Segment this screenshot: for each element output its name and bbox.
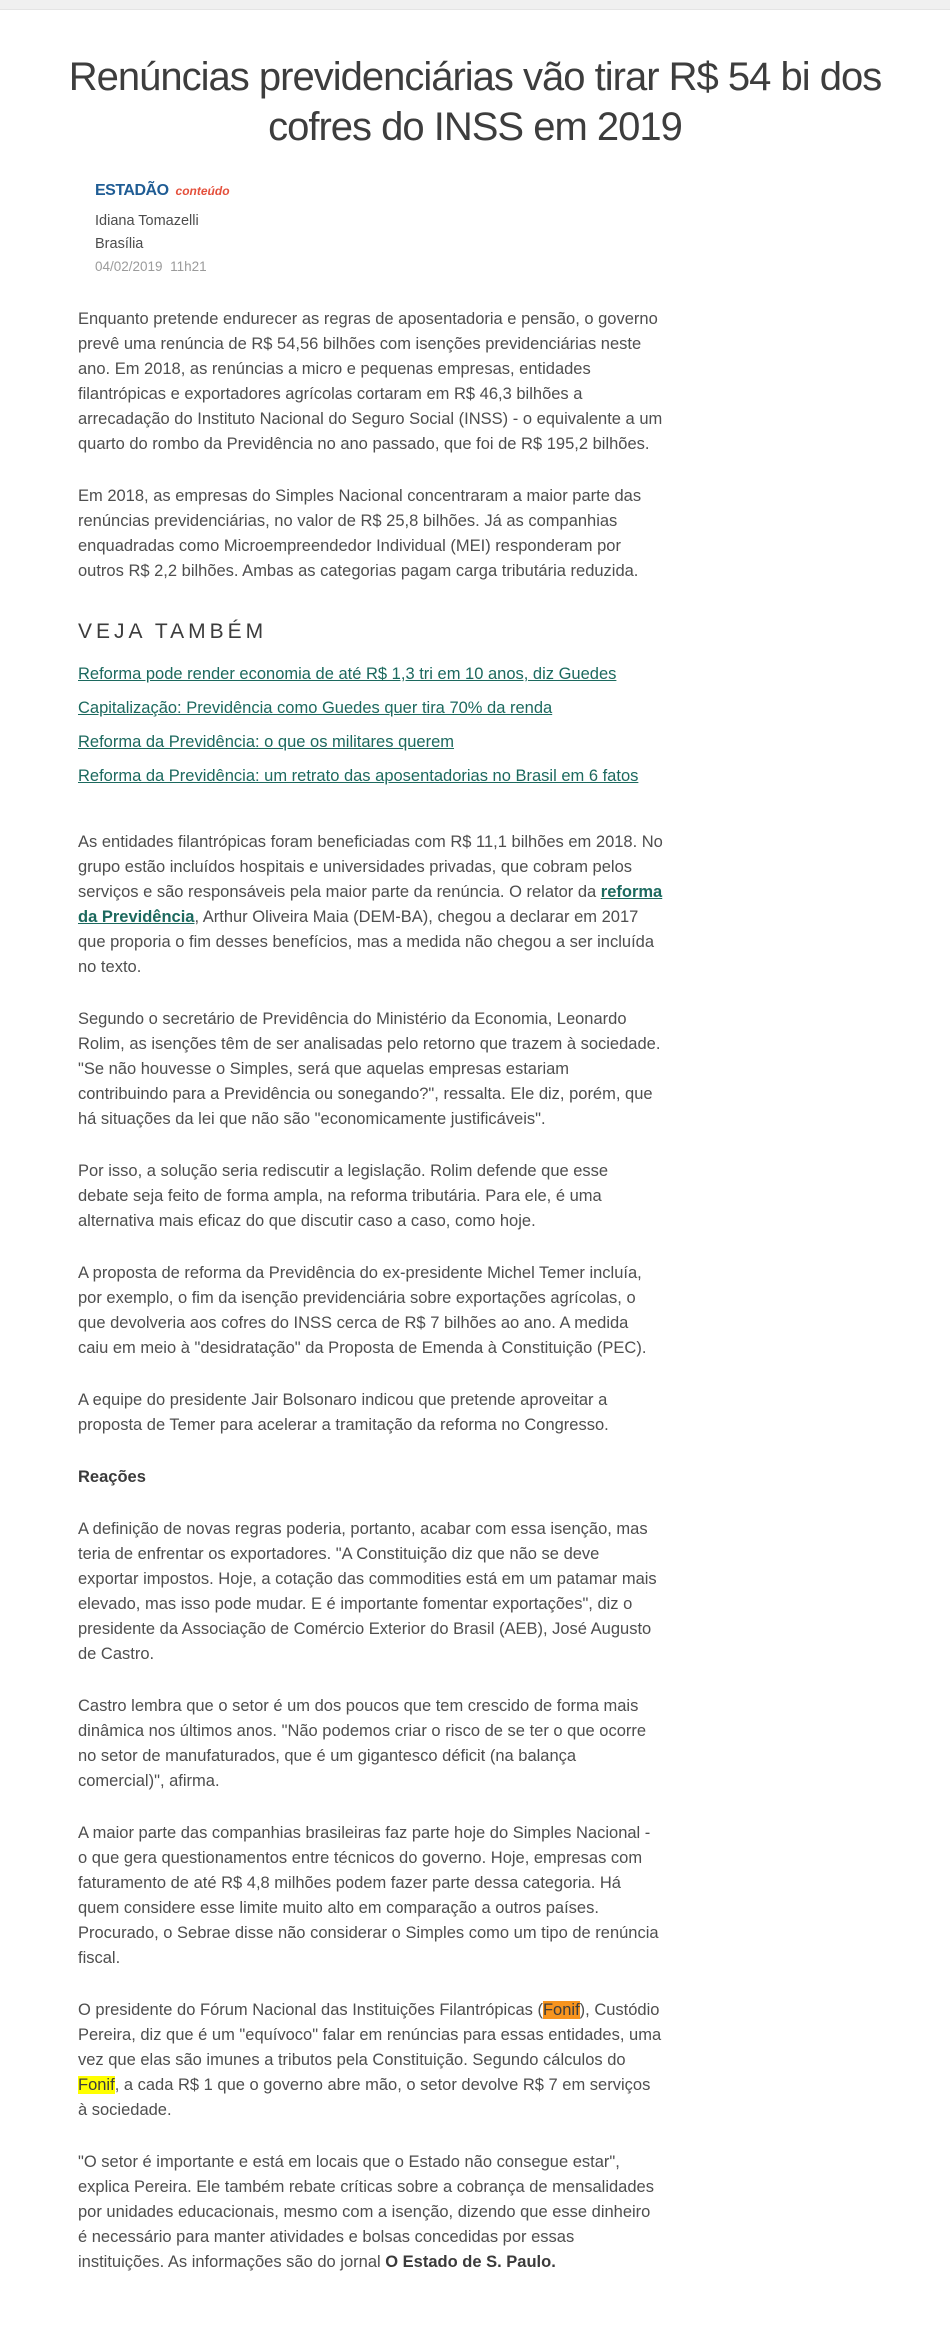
article-title [25,52,925,152]
related-article-link[interactable]: Reforma da Previdência: um retrato das aposentadorias no Brasil em 6 fatos [78,767,639,785]
find-highlight: Fonif [78,2076,115,2094]
related-article-link[interactable]: Capitalização: Previdência como Guedes quer tira 70% da renda [78,699,553,717]
byline-block [95,182,950,277]
paragraph: A proposta de reforma da Previdência do ex-presidente Michel Temer incluía, por exemplo, o fim da isenção previdenciária sobre exportações agrícolas, o que devolveria aos cofres do INSS cerca de R$ 7 bilhões ao ano. A medida caiu em meio à "desidratação" da Proposta de Emenda à Constituição (PEC). [78,1264,647,1357]
paragraph: Por isso, a solução seria rediscutir a legislação. Rolim defende que esse debate seja feito de forma ampla, na reforma tributária. Para ele, é uma alternativa mais eficaz do que discutir caso a caso, como hoje. [78,1162,609,1230]
veja-tambem-heading: VEJA TAMBÉM [78,620,268,643]
paragraph: A equipe do presidente Jair Bolsonaro indicou que pretende aproveitar a proposta de Temer para acelerar a tramitação da reforma no Congresso. [78,1391,609,1434]
bold-text: O Estado de S. Paulo. [385,2253,556,2271]
inline-link-reforma-previdencia[interactable]: reforma da Previdência [78,883,663,926]
related-links-block [78,664,663,800]
paragraph: A maior parte das companhias brasileiras faz parte hoje do Simples Nacional - o que gera questionamentos entre técnicos do governo. Hoje, empresas com faturamento de até R$ 4,8 milhões podem fazer parte dessa categoria. Há quem considere esse limite muito alto em comparação a outros países. Procurado, o Sebrae disse não considerar o Simples como um tipo de renúncia fiscal. [78,1824,659,1967]
paragraph: As entidades filantrópicas foram beneficiadas com R$ 11,1 bilhões em 2018. No grupo estão incluídos hospitais e universidades privadas, que cobram pelos serviços e são responsáveis pela maior parte da renúncia. O relator da reforma da Previdência, Arthur Oliveira Maia (DEM-BA), chegou a declarar em 2017 que proporia o fim desses benefícios, mas a medida não chegou a ser incluída no texto. [78,833,663,976]
paragraph: Castro lembra que o setor é um dos poucos que tem crescido de forma mais dinâmica nos últimos anos. "Não podemos criar o risco de se ter o que ocorre no setor de manufaturados, que é um gigantesco déficit (na balança comercial)", afirma. [78,1697,647,1790]
estadao-logo-suffix: conteúdo [175,184,230,198]
related-article-link[interactable]: Reforma pode render economia de até R$ 1,3 tri em 10 anos, diz Guedes [78,665,617,683]
author-name: Idiana Tomazelli [95,213,199,229]
estadao-logo-text: ESTADÃO [95,182,169,199]
article-body [78,307,663,2275]
estadao-logo [95,182,950,200]
paragraph: Em 2018, as empresas do Simples Nacional concentraram a maior parte das renúncias previdenciárias, no valor de R$ 25,8 bilhões. Já as companhias enquadradas como Microempreendedor Individual (MEI) responderam por outros R$ 2,2 bilhões. Ambas as categorias pagam carga tributária reduzida. [78,487,642,580]
paragraph: Enquanto pretende endurecer as regras de aposentadoria e pensão, o governo prevê uma renúncia de R$ 54,56 bilhões com isenções previdenciárias neste ano. Em 2018, as renúncias a micro e pequenas empresas, entidades filantrópicas e exportadores agrícolas cortaram em R$ 46,3 bilhões a arrecadação do Instituto Nacional do Seguro Social (INSS) - o equivalente a um quarto do rombo da Previdência no ano passado, que foi de R$ 195,2 bilhões. [78,310,663,453]
related-article-link[interactable]: Reforma da Previdência: o que os militares querem [78,733,455,751]
article-title-line2: cofres do INSS em 2019 [268,105,682,149]
paragraph: Segundo o secretário de Previdência do Ministério da Economia, Leonardo Rolim, as isenções têm de ser analisadas pelo retorno que trazem à sociedade. "Se não houvesse o Simples, será que aquelas empresas estariam contribuindo para a Previdência ou sonegando?", ressalta. Ele diz, porém, que há situações da lei que não são "economicamente justificáveis". [78,1010,661,1128]
paragraph: A definição de novas regras poderia, portanto, acabar com essa isenção, mas teria de enfrentar os exportadores. "A Constituição diz que não se deve exportar impostos. Hoje, a cotação das commodities está em um patamar mais elevado, mas isso pode mudar. E é importante fomentar exportações", diz o presidente da Associação de Comércio Exterior do Brasil (AEB), José Augusto de Castro. [78,1520,657,1663]
find-highlight-active: Fonif [542,2001,580,2019]
publish-datetime: 04/02/2019 11h21 [95,259,207,274]
paragraph: O presidente do Fórum Nacional das Instituições Filantrópicas (Fonif), Custódio Pereira, diz que é um "equívoco" falar em renúncias para essas entidades, uma vez que elas são imunes a tributos pela Constituição. Segundo cálculos do Fonif, a cada R$ 1 que o governo abre mão, o setor devolve R$ 7 em serviços à sociedade. [78,2001,662,2119]
section-subhead: Reações [78,1468,146,1486]
page-top-bar [0,0,950,10]
article-title-line1: Renúncias previdenciárias vão tirar R$ 54 bi dos [68,55,882,99]
paragraph: "O setor é importante e está em locais que o Estado não consegue estar", explica Pereira. Ele também rebate críticas sobre a cobrança de mensalidades por unidades educacionais, mesmo com a isenção, dizendo que esse dinheiro é necessário para manter atividades e bolsas concedidas por essas instituições. As informações são do jornal O Estado de S. Paulo. [78,2153,654,2271]
author-city: Brasília [95,236,144,252]
